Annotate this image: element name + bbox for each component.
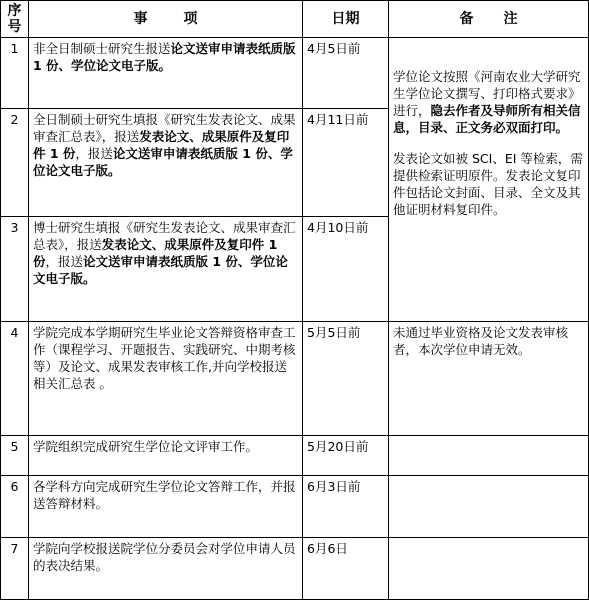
text-run: 各学科方向完成研究生学位论文答辩工作，并报送答辩材料。 — [33, 479, 296, 511]
row-note — [389, 476, 589, 538]
table-row — [1, 476, 589, 538]
row-note — [389, 436, 589, 476]
text-run: ，报送 — [75, 146, 113, 161]
row-number: 3 — [1, 217, 29, 322]
row-matter — [29, 476, 303, 538]
row-date: 6月6日 — [303, 538, 389, 600]
table-row — [1, 436, 589, 476]
bold-text: 论文送审申请表纸质版 1 份、学位论文电子版。 — [33, 41, 296, 73]
note-sci: 发表论文如被 SCI、EI 等检索，需提供检索证明原件。发表论文复印件包括论文封面、目录、全文及其他证明材料复印件。 — [393, 151, 583, 217]
row-note: 未通过毕业资格及论文发表审核者，本次学位申请无效。 — [389, 322, 589, 436]
header-seq-top: 序 — [7, 3, 22, 19]
header-matter: 事项 — [29, 1, 303, 38]
text-run: ，报送 — [45, 254, 84, 269]
row-date: 5月20日前 — [303, 436, 389, 476]
header-seq — [1, 1, 29, 38]
text-run: 全日制硕士研究生填报《研究生发表论文、成果审查汇总表》，报送 — [33, 112, 296, 144]
bold-text: 论文送审申请表纸质版 1 份、学位论文电子版。 — [33, 254, 288, 286]
table-row — [1, 322, 589, 436]
row-number: 1 — [1, 38, 29, 109]
bold-text: 论文送审申请表纸质版 1 份、学位论文电子版。 — [33, 146, 293, 178]
row-matter — [29, 109, 303, 217]
text-run: 学位论文按照《河南农业大学研究生学位论文撰写、打印格式要求》进行， — [393, 69, 581, 118]
table-row — [1, 38, 589, 109]
text-run: 学院组织完成研究生学位论文评审工作。 — [33, 439, 259, 454]
row-matter — [29, 538, 303, 600]
text-run: 博士研究生填报《研究生发表论文、成果审查汇总表》，报送 — [33, 220, 296, 252]
text-run: 学院完成本学期研究生毕业论文答辩资格审查工作（课程学习、开题报告、实践研究、中期考核等）及论文、成果发表审核工作,并向学校报送相关汇总表 。 — [33, 325, 296, 391]
row-matter — [29, 38, 303, 109]
row-number: 5 — [1, 436, 29, 476]
header-seq-bottom: 号 — [7, 19, 22, 35]
row-note — [389, 38, 589, 322]
row-date: 4月11日前 — [303, 109, 389, 217]
row-date: 4月10日前 — [303, 217, 389, 322]
row-note — [389, 538, 589, 600]
row-date: 6月3日前 — [303, 476, 389, 538]
header-note: 备注 — [389, 1, 589, 38]
row-matter — [29, 436, 303, 476]
row-number: 6 — [1, 476, 29, 538]
row-matter — [29, 217, 303, 322]
text-run: 非全日制硕士研究生报送 — [33, 41, 171, 56]
bold-text: 发表论文、成果原件及复印件 1 份 — [33, 129, 290, 161]
table-row — [1, 538, 589, 600]
note-format — [393, 68, 584, 136]
row-date: 5月5日前 — [303, 322, 389, 436]
row-number: 4 — [1, 322, 29, 436]
bold-text: 发表论文、成果原件及复印件 1 份 — [33, 237, 278, 269]
row-number: 2 — [1, 109, 29, 217]
bold-text: 隐去作者及导师所有相关信息，目录、正文务必双面打印。 — [393, 103, 581, 135]
row-matter — [29, 322, 303, 436]
text-run: 学院向学校报送院学位分委员会对学位申请人员的表决结果。 — [33, 541, 296, 573]
row-number: 7 — [1, 538, 29, 600]
row-date: 4月5日前 — [303, 38, 389, 109]
header-date: 日期 — [303, 1, 389, 38]
header-row — [1, 1, 589, 38]
